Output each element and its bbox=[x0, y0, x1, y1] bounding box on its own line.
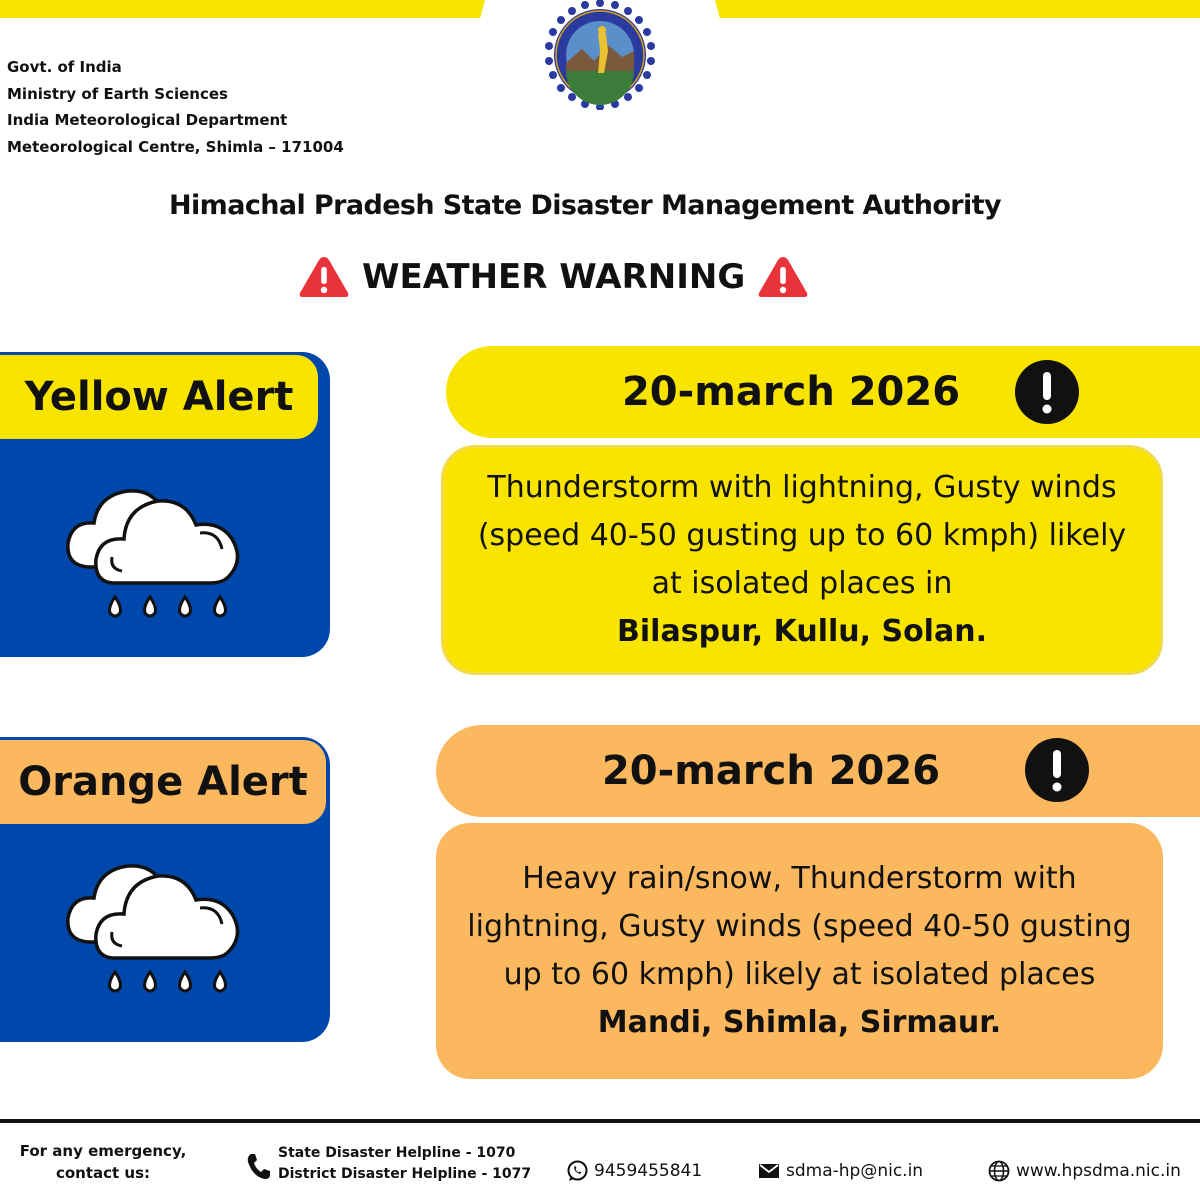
top-band-left bbox=[0, 0, 485, 18]
yellow-alert-label: Yellow Alert bbox=[0, 355, 318, 439]
state-helpline: State Disaster Helpline - 1070 bbox=[278, 1145, 516, 1161]
warning-triangle-icon bbox=[298, 254, 350, 300]
mail-icon bbox=[758, 1160, 780, 1182]
alert-date: 20-march 2026 bbox=[621, 369, 961, 415]
globe-icon bbox=[988, 1160, 1010, 1182]
whatsapp-icon bbox=[566, 1160, 588, 1182]
whatsapp-number: 9459455841 bbox=[594, 1161, 703, 1181]
orange-alert-date-banner bbox=[436, 725, 1200, 817]
warning-title-text: WEATHER WARNING bbox=[362, 257, 746, 297]
district-helpline: District Disaster Helpline - 1077 bbox=[278, 1166, 532, 1182]
yellow-alert-date-banner bbox=[446, 346, 1200, 438]
govt-line: Meteorological Centre, Shimla – 171004 bbox=[7, 137, 344, 156]
whatsapp-contact[interactable] bbox=[566, 1160, 702, 1182]
alert-description-text: Thunderstorm with lightning, Gusty winds (speed 40-50 gusting up to 60 kmph) likely at isolated places in bbox=[477, 470, 1127, 601]
alert-description-text: Heavy rain/snow, Thunderstorm with lightning, Gusty winds (speed 40-50 gusting up to 60 kmph) likely at isolated places bbox=[467, 861, 1132, 992]
alert-date: 20-march 2026 bbox=[601, 748, 941, 794]
hpsdma-emblem-icon bbox=[538, 0, 662, 110]
rain-cloud-icon bbox=[60, 475, 245, 625]
exclamation-icon bbox=[1014, 359, 1080, 425]
emergency-contact-label: For any emergency, contact us: bbox=[19, 1142, 187, 1182]
weather-warning-heading bbox=[298, 254, 809, 300]
website-url: www.hpsdma.nic.in bbox=[1016, 1161, 1181, 1181]
warning-triangle-icon bbox=[757, 254, 809, 300]
orange-alert-label: Orange Alert bbox=[0, 740, 326, 824]
yellow-alert-description bbox=[441, 445, 1163, 675]
website-link[interactable] bbox=[988, 1160, 1181, 1182]
rain-cloud-icon bbox=[60, 850, 245, 1000]
govt-line: Govt. of India bbox=[7, 58, 122, 76]
top-band-right bbox=[715, 0, 1200, 18]
email-contact[interactable] bbox=[758, 1160, 923, 1182]
exclamation-icon bbox=[1024, 737, 1090, 803]
govt-info bbox=[7, 54, 344, 160]
govt-line: Ministry of Earth Sciences bbox=[7, 84, 228, 103]
footer bbox=[0, 1123, 1200, 1200]
orange-alert-description bbox=[436, 823, 1163, 1079]
alert-districts: Mandi, Shimla, Sirmaur. bbox=[597, 1005, 1002, 1040]
helplines bbox=[278, 1143, 531, 1185]
phone-icon bbox=[245, 1152, 271, 1180]
authority-title: Himachal Pradesh State Disaster Management Authority bbox=[169, 190, 1001, 221]
govt-line: India Meteorological Department bbox=[7, 111, 288, 129]
email-address: sdma-hp@nic.in bbox=[786, 1161, 924, 1181]
alert-districts: Bilaspur, Kullu, Solan. bbox=[617, 614, 987, 649]
